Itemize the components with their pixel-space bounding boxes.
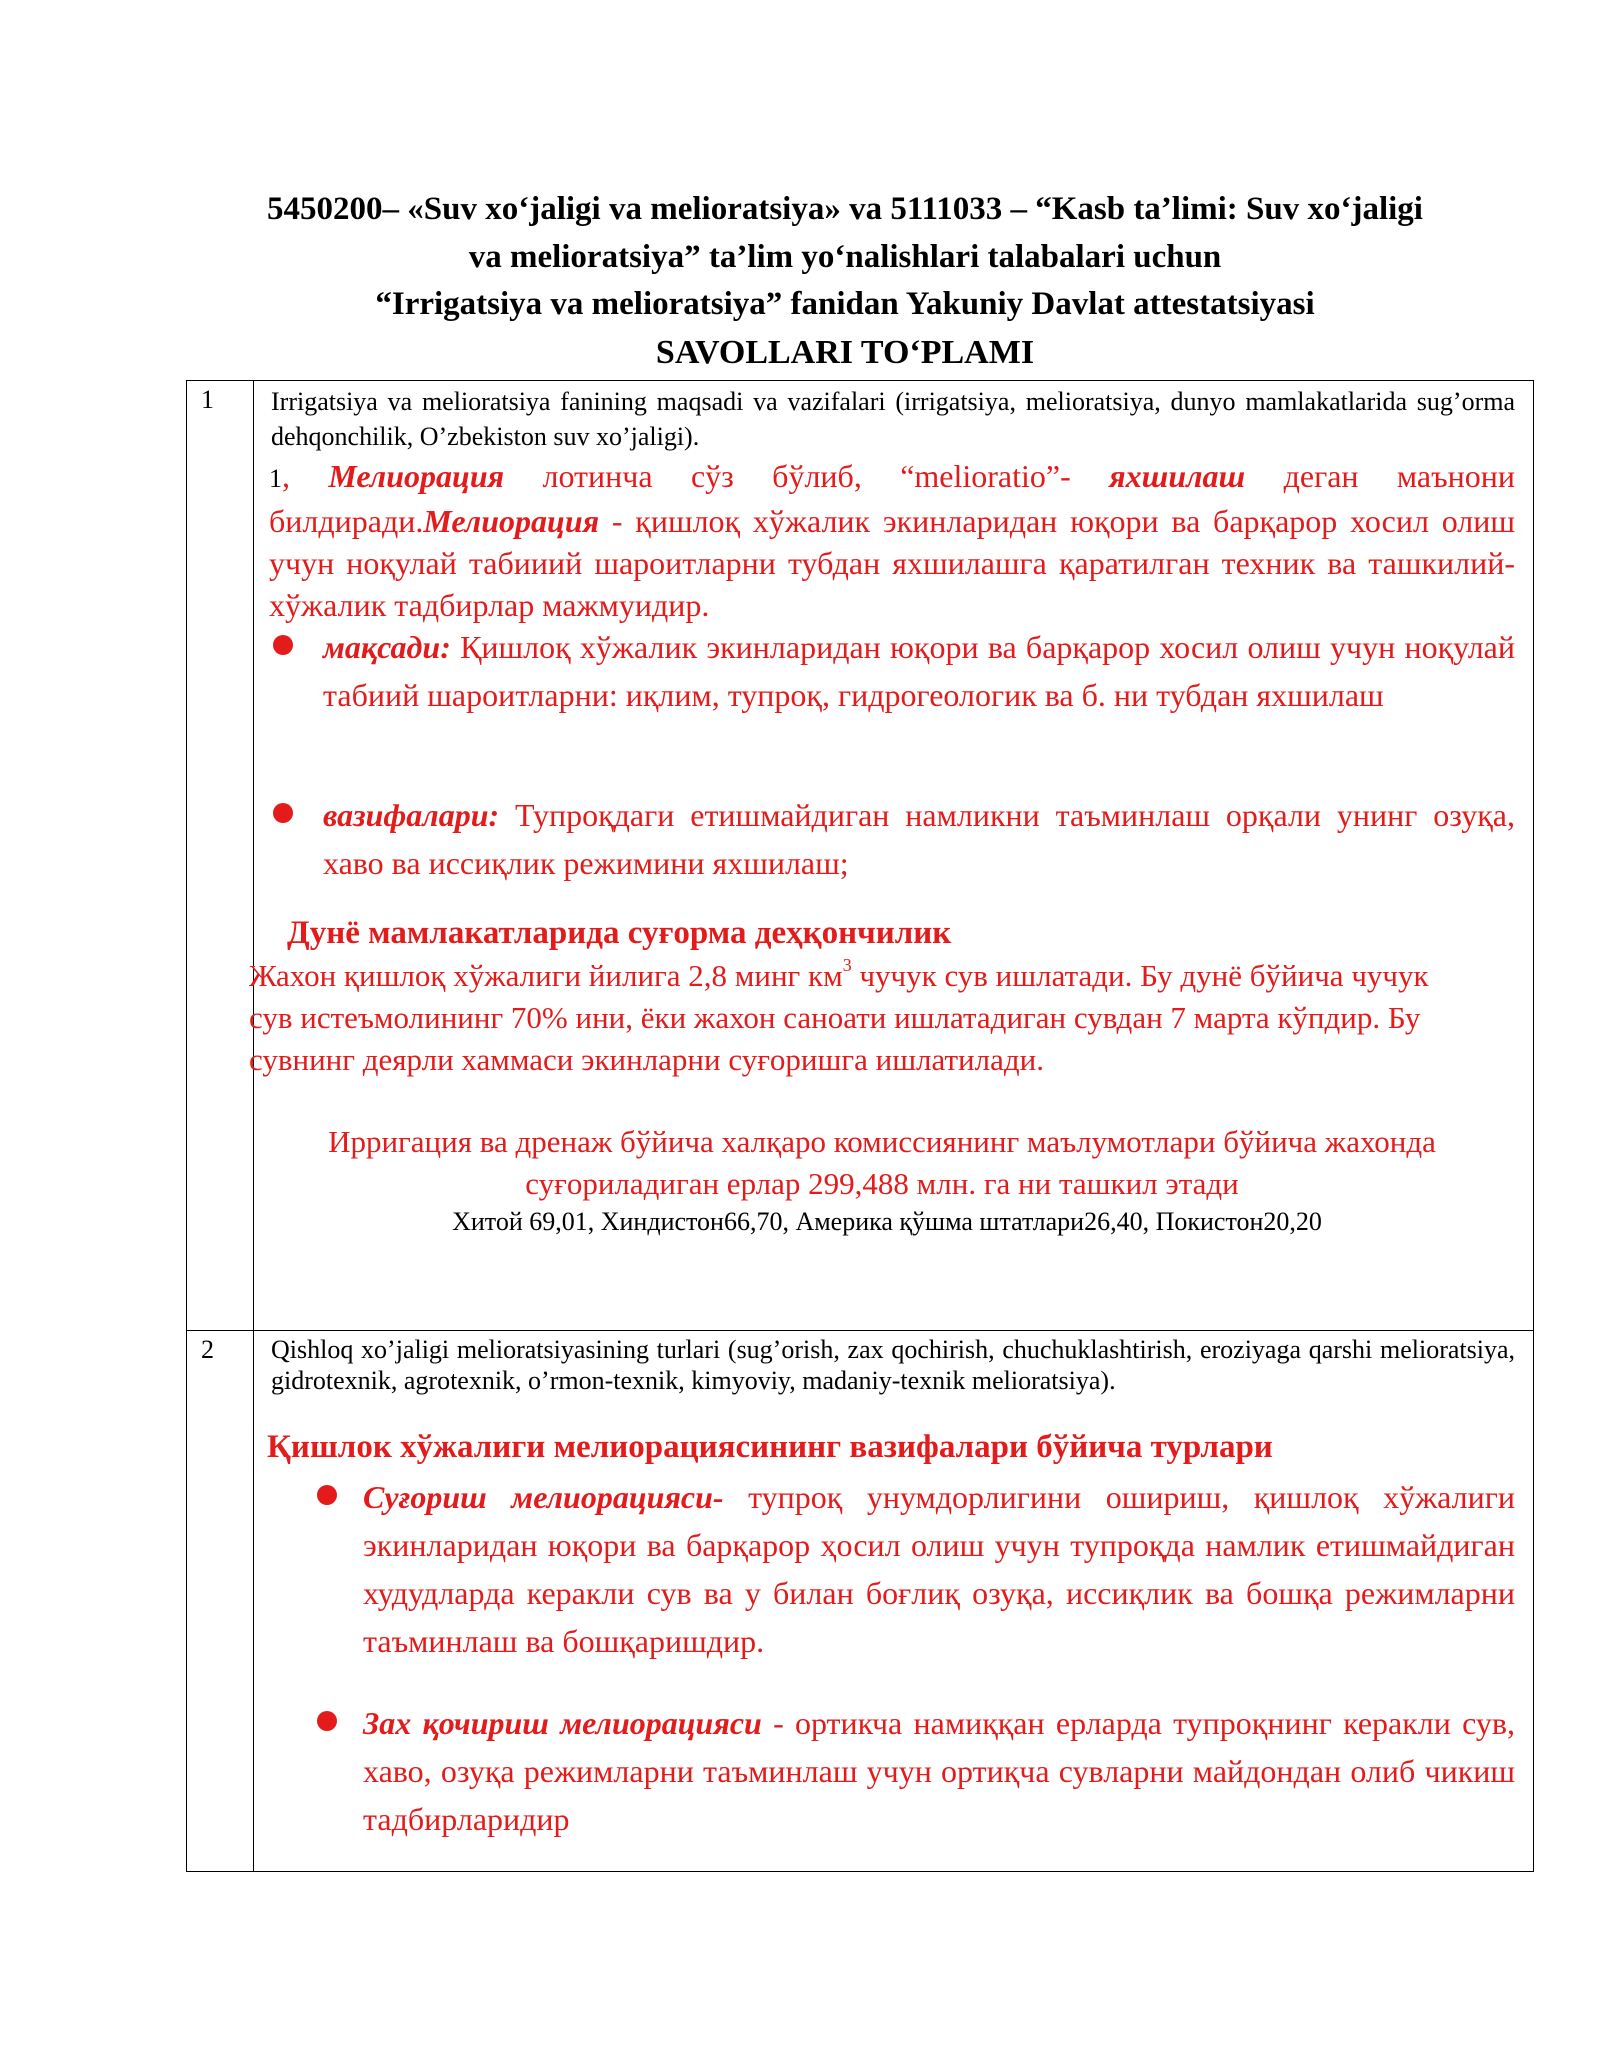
types-heading: Қишлок хўжалиги мелиорациясининг вазифалари бўйича турлари [267, 1429, 1273, 1465]
icid-paragraph: Ирригация ва дренаж бўйича халқаро комиссиянинг маълумотлари бўйича жахонда суғориладиган ерлар 299,488 млн. га ни ташкил этади [328, 1124, 1436, 1201]
world-text-1: Жахон қишлоқ хўжалиги йилига 2,8 минг км [249, 958, 843, 993]
definition-comma: , [282, 458, 290, 494]
goal-label: мақсади: [323, 629, 451, 665]
irrigation-text: тупроқ унумдорлигини ошириш, қишлоқ хўжалиги экинларидан юқори ва барқарор ҳосил олиш учун тупроқда намлик етишмайдиган худудларда керакли сув ва у билан боғлиқ озуқа, иссиқлик ва бошқа режимларни таъминлаш ва бошқаришдир. [363, 1479, 1516, 1659]
bullet-icon [273, 803, 293, 823]
tasks-paragraph [323, 791, 1515, 887]
definition-text-3: - қишлоқ хўжалик экинларидан юқори ва барқарор хосил олиш учун ноқулай табииий шароитларни тубдан яхшилашга қаратилган техник ва ташкилий-хўжалик тадбирлар мажмуидир. [269, 503, 1516, 623]
definition-paragraph [269, 455, 1515, 626]
term-yakhshilash: яхшилаш [1109, 458, 1246, 494]
term-melioratsiya: Мелиорация [328, 458, 505, 494]
km-cubed-superscript: 3 [842, 954, 852, 975]
definition-prefix: 1 [269, 464, 282, 493]
tasks-text: Тупроқдаги етишмайдиган намликни таъминлаш орқали унинг озуқа, хаво ва иссиқлик режимини яхшилаш; [323, 797, 1516, 881]
question-1-text: Irrigatsiya va melioratsiya fanining maqsadi va vazifalari (irrigatsiya, melioratsiya, dunyo mamlakatlarida sug’orma dehqonchilik, O’zbekiston suv xo’jaligi). [271, 387, 1515, 451]
goal-paragraph [323, 623, 1515, 719]
world-text-2: чучук сув ишлатади. Бу дунё бўйича чучук сув истеъмолининг 70% ини, ёки жахон саноати ишлатадиган сувдан 7 марта кўпдир. Бу сувнинг деярли хаммаси экинларни суғоришга ишлатилади. [249, 958, 1429, 1077]
title-line-2: va melioratsiya” ta’lim yo‘nalishlari talabalari uchun [468, 238, 1222, 275]
drainage-paragraph [363, 1699, 1515, 1843]
term-melioratsiya-2: Мелиорация [423, 503, 600, 539]
document-title [160, 186, 1530, 376]
question-2-text: Qishloq xo’jaligi melioratsiyasining turlari (sug’orish, zax qochirish, chuchuklashtirish, eroziyaga qarshi melioratsiya, gidrotexnik, agrotexnik, o’rmon-texnik, kimyoviy, madaniy-texnik melioratsiya). [271, 1335, 1515, 1395]
definition-text-2: деган маънони билдиради. [269, 458, 1516, 539]
bullet-icon [317, 1485, 337, 1505]
bullet-icon [273, 635, 293, 655]
drainage-label: Зах қочириш мелиорацияси [363, 1705, 762, 1741]
drainage-text: - ортикча намиққан ерларда тупроқнинг керакли сув, хаво, озуқа режимларни таъминлаш учун ортиқча сувларни майдондан олиб чикиш тадбирларидир [363, 1705, 1516, 1837]
row-divider [187, 1330, 1533, 1331]
countries-line: Хитой 69,01, Хиндистон66,70, Америка қўшма штатлари26,40, Покистон20,20 [452, 1207, 1322, 1236]
title-line-1: 5450200– «Suv xo‘jaligi va melioratsiya» va 5111033 – “Kasb ta’limi: Suv xo‘jaligi [267, 191, 1423, 227]
row-number-2: 2 [201, 1335, 214, 1364]
title-line-3: “Irrigatsiya va melioratsiya” fanidan Yakuniy Davlat attestatsiyasi [375, 286, 1315, 322]
column-divider [253, 381, 254, 1871]
world-irrigation-heading: Дунё мамлакатларида суғорма деҳқончилик [287, 915, 952, 951]
world-irrigation-paragraph [249, 955, 1439, 1081]
irrigation-label: Суғориш мелиорацияси- [363, 1479, 724, 1515]
bullet-icon [317, 1711, 337, 1731]
goal-text: Қишлоқ хўжалик экинларидан юқори ва барқарор хосил олиш учун ноқулай табиий шароитларни: иқлим, тупроқ, гидрогеологик ва б. ни тубдан яхшилаш [323, 629, 1515, 713]
irrigation-paragraph [363, 1473, 1515, 1665]
tasks-label: вазифалари: [323, 797, 500, 833]
row-number-1: 1 [201, 385, 214, 414]
title-line-4: SAVOLLARI TO‘PLAMI [655, 333, 1035, 371]
definition-text-1: лотинча сўз бўлиб, “melioratio”- [542, 458, 1071, 494]
questions-table [186, 380, 1534, 1872]
